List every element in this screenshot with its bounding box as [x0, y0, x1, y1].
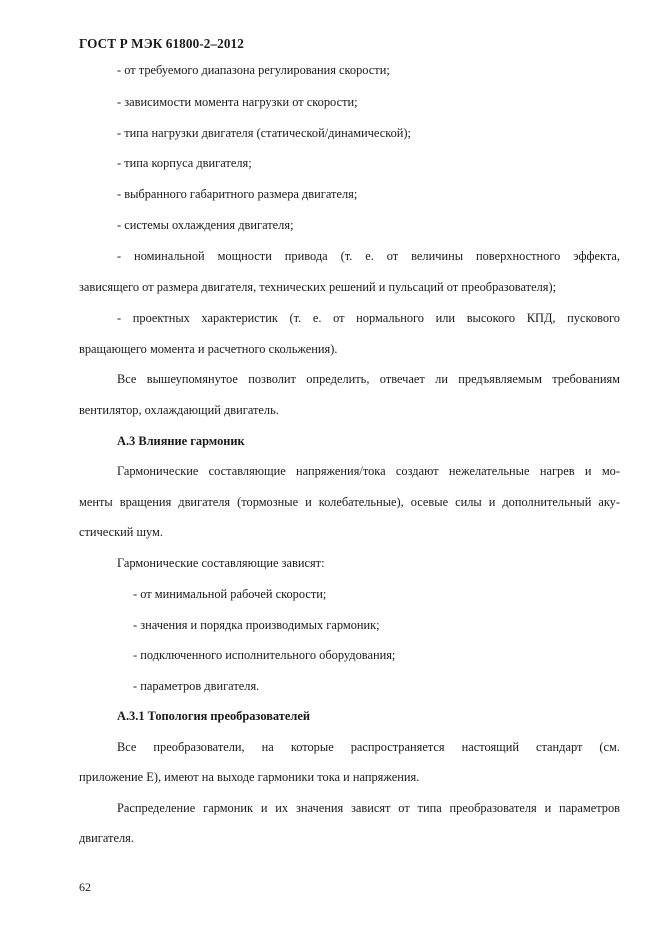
- document-header: ГОСТ Р МЭК 61800-2–2012: [79, 36, 244, 51]
- section-heading-a3: А.3 Влияние гармоник: [117, 434, 245, 448]
- list-item: - выбранного габаритного размера двигателя;: [117, 187, 358, 201]
- paragraph-summary-line1: Все вышеупомянутое позволит определить, отвечает ли предъявляемым требованиям: [117, 372, 620, 386]
- list-item-power-line2: зависящего от размера двигателя, технических решений и пульсаций от преобразователя);: [79, 280, 557, 294]
- paragraph-a3-line2: менты вращения двигателя (тормозные и колебательные), осевые силы и дополнительный аку-: [79, 495, 620, 509]
- paragraph-a31b-line1: Распределение гармоник и их значения зависят от типа преобразователя и параметров: [117, 801, 620, 815]
- list-item: - подключенного исполнительного оборудования;: [133, 648, 396, 662]
- list-item-design-line1: - проектных характеристик (т. е. от нормального или высокого КПД, пускового: [117, 311, 620, 325]
- list-item: - зависимости момента нагрузки от скорости;: [117, 95, 358, 109]
- list-item: - параметров двигателя.: [133, 679, 260, 693]
- paragraph-a3-line1: Гармонические составляющие напряжения/тока создают нежелательные нагрев и мо-: [117, 464, 620, 478]
- paragraph-a31-line2: приложение Е), имеют на выходе гармоники тока и напряжения.: [79, 770, 420, 784]
- list-item: - системы охлаждения двигателя;: [117, 218, 294, 232]
- section-heading-a31: А.3.1 Топология преобразователей: [117, 709, 310, 723]
- paragraph-a31b-line2: двигателя.: [79, 831, 134, 845]
- page-number: 62: [79, 880, 91, 894]
- list-item-design-line2: вращающего момента и расчетного скольжения).: [79, 342, 338, 356]
- paragraph-summary-line2: вентилятор, охлаждающий двигатель.: [79, 403, 279, 417]
- list-item: - типа нагрузки двигателя (статической/динамической);: [117, 126, 411, 140]
- list-item: - значения и порядка производимых гармоник;: [133, 618, 380, 632]
- paragraph-a31-line1: Все преобразователи, на которые распространяется настоящий стандарт (см.: [117, 740, 620, 754]
- list-item-power-line1: - номинальной мощности привода (т. е. от величины поверхностного эффекта,: [117, 249, 620, 263]
- paragraph-a3-harmonics: Гармонические составляющие зависят:: [117, 556, 325, 570]
- list-item: - типа корпуса двигателя;: [117, 156, 252, 170]
- list-item: - от минимальной рабочей скорости;: [133, 587, 327, 601]
- paragraph-a3-line3: стический шум.: [79, 525, 163, 539]
- list-item: - от требуемого диапазона регулирования скорости;: [117, 63, 390, 77]
